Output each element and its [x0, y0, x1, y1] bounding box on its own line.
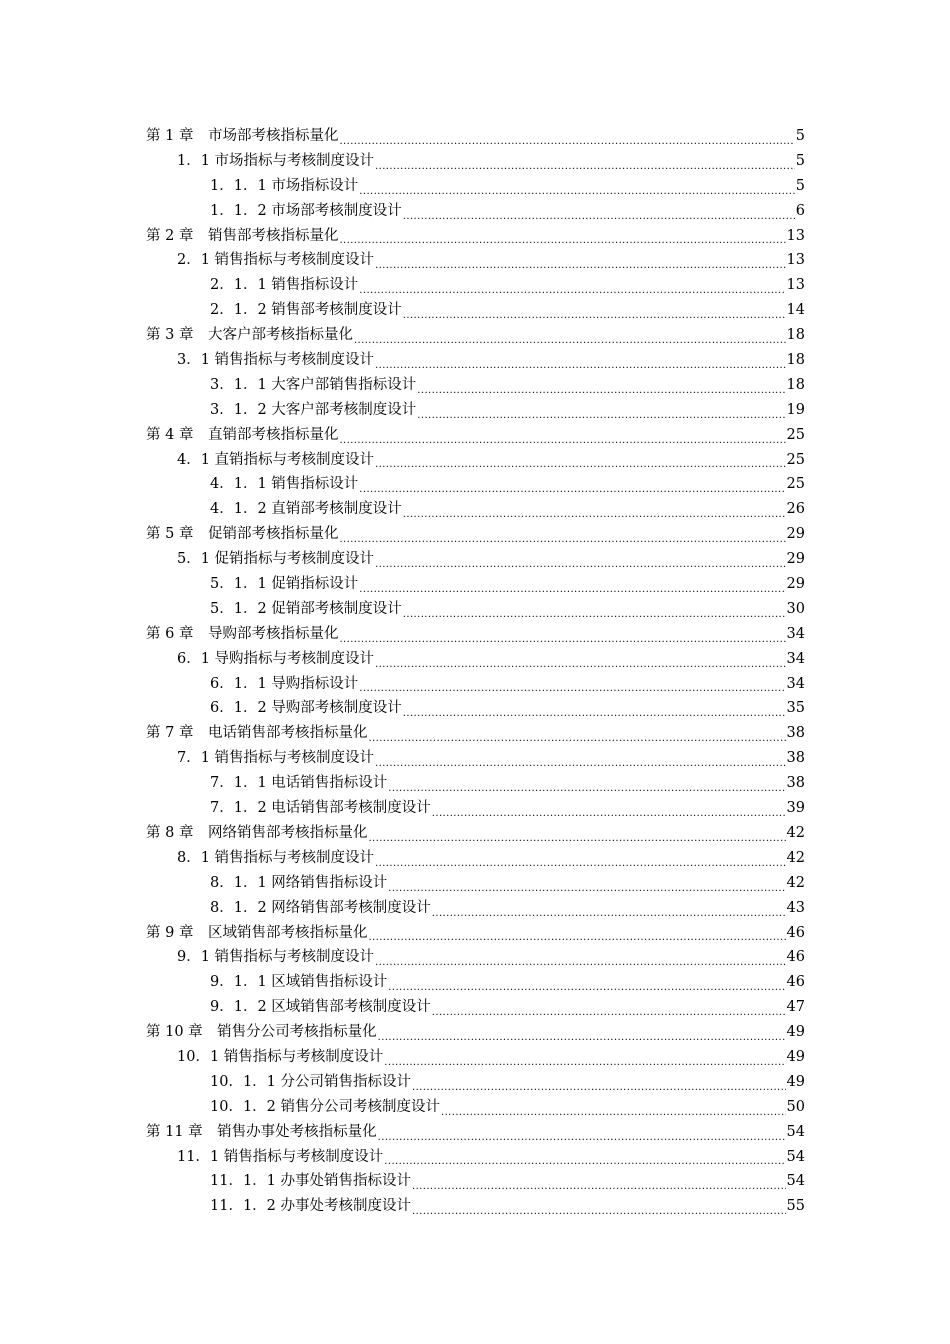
toc-subsection-entry[interactable] [0, 472, 950, 497]
toc-chapter-entry[interactable] [0, 522, 950, 547]
toc-dot-leader [368, 821, 785, 846]
toc-dot-leader [432, 796, 786, 821]
toc-dot-leader [403, 298, 786, 323]
toc-dot-leader [375, 149, 795, 174]
toc-dot-leader [388, 771, 785, 796]
toc-page-number: 18 [786, 376, 805, 393]
toc-section-entry[interactable] [0, 248, 950, 273]
toc-dot-leader [375, 448, 785, 473]
toc-page-number: 26 [786, 501, 805, 518]
toc-chapter-entry[interactable] [0, 323, 950, 348]
toc-entry-title: 第 10 章 销售分公司考核指标量化 [146, 1024, 377, 1041]
toc-page-number: 34 [786, 675, 805, 692]
toc-entry-title: 11．1．1 办事处销售指标设计 [210, 1173, 412, 1190]
toc-subsection-entry[interactable] [0, 1070, 950, 1095]
toc-entry-title: 第 4 章 直销部考核指标量化 [146, 426, 339, 443]
toc-page-number: 54 [786, 1173, 805, 1190]
toc-dot-leader [432, 896, 786, 921]
toc-chapter-entry[interactable] [0, 921, 950, 946]
toc-page-number: 42 [786, 874, 805, 891]
toc-page-number: 13 [786, 277, 805, 294]
toc-chapter-entry[interactable] [0, 423, 950, 448]
toc-chapter-entry[interactable] [0, 1020, 950, 1045]
toc-dot-leader [375, 547, 785, 572]
toc-dot-leader [359, 273, 785, 298]
toc-dot-leader [417, 398, 785, 423]
toc-section-entry[interactable] [0, 1145, 950, 1170]
toc-chapter-entry[interactable] [0, 721, 950, 746]
toc-entry-title: 6．1．2 导购部考核制度设计 [210, 700, 402, 717]
toc-entry-title: 第 11 章 销售办事处考核指标量化 [146, 1123, 377, 1140]
toc-page-number: 30 [786, 600, 805, 617]
toc-entry-title: 第 9 章 区域销售部考核指标量化 [146, 924, 368, 941]
toc-dot-leader [378, 1020, 786, 1045]
toc-subsection-entry[interactable] [0, 696, 950, 721]
toc-chapter-entry[interactable] [0, 124, 950, 149]
toc-entry-title: 5．1 促销指标与考核制度设计 [177, 551, 375, 568]
toc-page-number: 38 [786, 725, 805, 742]
toc-page-number: 49 [786, 1073, 805, 1090]
toc-entry-title: 1．1 市场指标与考核制度设计 [177, 152, 375, 169]
toc-page-number: 18 [786, 352, 805, 369]
toc-dot-leader [339, 522, 785, 547]
toc-entry-title: 1．1．2 市场部考核制度设计 [210, 202, 402, 219]
toc-page-number: 46 [786, 924, 805, 941]
toc-dot-leader [359, 572, 785, 597]
toc-page-number: 29 [786, 576, 805, 593]
toc-page-number: 49 [786, 1048, 805, 1065]
toc-subsection-entry[interactable] [0, 373, 950, 398]
toc-entry-title: 2．1．2 销售部考核制度设计 [210, 302, 402, 319]
toc-section-entry[interactable] [0, 448, 950, 473]
toc-entry-title: 第 3 章 大客户部考核指标量化 [146, 327, 353, 344]
toc-page-number: 54 [786, 1123, 805, 1140]
toc-entry-title: 11．1 销售指标与考核制度设计 [177, 1148, 384, 1165]
toc-entry-title: 1．1．1 市场指标设计 [210, 177, 359, 194]
toc-dot-leader [354, 323, 786, 348]
toc-subsection-entry[interactable] [0, 572, 950, 597]
toc-page-number: 5 [795, 152, 805, 169]
toc-page-number: 42 [786, 849, 805, 866]
toc-dot-leader [403, 199, 795, 224]
toc-dot-leader [412, 1194, 786, 1219]
toc-subsection-entry[interactable] [0, 896, 950, 921]
toc-dot-leader [375, 348, 785, 373]
toc-entry-title: 第 2 章 销售部考核指标量化 [146, 227, 339, 244]
toc-page-number: 25 [786, 426, 805, 443]
toc-section-entry[interactable] [0, 1045, 950, 1070]
toc-entry-title: 5．1．1 促销指标设计 [210, 576, 359, 593]
toc-chapter-entry[interactable] [0, 224, 950, 249]
toc-subsection-entry[interactable] [0, 398, 950, 423]
toc-page-number: 19 [786, 401, 805, 418]
toc-entry-title: 第 6 章 导购部考核指标量化 [146, 625, 339, 642]
toc-page-number: 50 [786, 1098, 805, 1115]
toc-page-number: 49 [786, 1024, 805, 1041]
toc-subsection-entry[interactable] [0, 174, 950, 199]
toc-subsection-entry[interactable] [0, 1095, 950, 1120]
toc-entry-title: 3．1 销售指标与考核制度设计 [177, 352, 375, 369]
toc-page-number: 43 [786, 899, 805, 916]
toc-dot-leader [432, 995, 786, 1020]
toc-page-number: 39 [786, 800, 805, 817]
toc-subsection-entry[interactable] [0, 1194, 950, 1219]
toc-subsection-entry[interactable] [0, 771, 950, 796]
toc-section-entry[interactable] [0, 647, 950, 672]
toc-dot-leader [339, 622, 785, 647]
toc-section-entry[interactable] [0, 746, 950, 771]
toc-page-number: 13 [786, 227, 805, 244]
toc-subsection-entry[interactable] [0, 597, 950, 622]
toc-page-number: 6 [795, 202, 805, 219]
toc-page-number: 13 [786, 252, 805, 269]
toc-section-entry[interactable] [0, 547, 950, 572]
toc-subsection-entry[interactable] [0, 199, 950, 224]
toc-entry-title: 3．1．1 大客户部销售指标设计 [210, 376, 417, 393]
toc-subsection-entry[interactable] [0, 871, 950, 896]
toc-entry-title: 第 5 章 促销部考核指标量化 [146, 526, 339, 543]
toc-page-number: 42 [786, 824, 805, 841]
toc-page-number: 38 [786, 775, 805, 792]
toc-page-number: 38 [786, 750, 805, 767]
toc-section-entry[interactable] [0, 348, 950, 373]
toc-page-number: 54 [786, 1148, 805, 1165]
toc-entry-title: 7．1 销售指标与考核制度设计 [177, 750, 375, 767]
toc-dot-leader [368, 921, 785, 946]
toc-page-number: 14 [786, 302, 805, 319]
toc-entry-title: 7．1．2 电话销售部考核制度设计 [210, 800, 431, 817]
table-of-contents [0, 124, 950, 1219]
toc-dot-leader [359, 174, 794, 199]
toc-dot-leader [388, 871, 785, 896]
toc-page-number: 34 [786, 650, 805, 667]
toc-dot-leader [339, 224, 785, 249]
toc-entry-title: 4．1．2 直销部考核制度设计 [210, 501, 402, 518]
toc-page-number: 46 [786, 974, 805, 991]
toc-page-number: 46 [786, 949, 805, 966]
toc-section-entry[interactable] [0, 945, 950, 970]
toc-dot-leader [375, 647, 785, 672]
toc-chapter-entry[interactable] [0, 821, 950, 846]
toc-entry-title: 4．1．1 销售指标设计 [210, 476, 359, 493]
toc-subsection-entry[interactable] [0, 970, 950, 995]
toc-subsection-entry[interactable] [0, 273, 950, 298]
toc-entry-title: 2．1 销售指标与考核制度设计 [177, 252, 375, 269]
toc-dot-leader [412, 1070, 786, 1095]
toc-entry-title: 第 1 章 市场部考核指标量化 [146, 128, 339, 144]
toc-dot-leader [378, 1120, 786, 1145]
toc-dot-leader [359, 672, 785, 697]
toc-entry-title: 6．1 导购指标与考核制度设计 [177, 650, 375, 667]
toc-entry-title: 10．1．1 分公司销售指标设计 [210, 1073, 412, 1090]
toc-entry-title: 第 7 章 电话销售部考核指标量化 [146, 725, 368, 742]
toc-page-number: 34 [786, 625, 805, 642]
toc-dot-leader [339, 124, 794, 149]
toc-entry-title: 8．1．2 网络销售部考核制度设计 [210, 899, 431, 916]
toc-dot-leader [368, 721, 785, 746]
toc-entry-title: 3．1．2 大客户部考核制度设计 [210, 401, 417, 418]
toc-dot-leader [375, 746, 785, 771]
toc-subsection-entry[interactable] [0, 672, 950, 697]
toc-subsection-entry[interactable] [0, 995, 950, 1020]
toc-dot-leader [375, 945, 785, 970]
toc-entry-title: 4．1 直销指标与考核制度设计 [177, 451, 375, 468]
toc-page-number: 29 [786, 551, 805, 568]
toc-subsection-entry[interactable] [0, 497, 950, 522]
toc-page-number: 5 [795, 177, 805, 194]
toc-dot-leader [339, 423, 785, 448]
toc-page-number: 35 [786, 700, 805, 717]
toc-entry-title: 9．1．1 区域销售指标设计 [210, 974, 388, 991]
toc-dot-leader [441, 1095, 786, 1120]
toc-page-number: 5 [795, 128, 805, 144]
toc-page-number: 25 [786, 476, 805, 493]
toc-dot-leader [417, 373, 785, 398]
toc-entry-title: 5．1．2 促销部考核制度设计 [210, 600, 402, 617]
toc-section-entry[interactable] [0, 149, 950, 174]
toc-subsection-entry[interactable] [0, 298, 950, 323]
toc-page-number: 55 [786, 1198, 805, 1215]
toc-entry-title: 7．1．1 电话销售指标设计 [210, 775, 388, 792]
toc-dot-leader [375, 846, 785, 871]
toc-entry-title: 6．1．1 导购指标设计 [210, 675, 359, 692]
toc-entry-title: 10．1．2 销售分公司考核制度设计 [210, 1098, 441, 1115]
toc-entry-title: 第 8 章 网络销售部考核指标量化 [146, 824, 368, 841]
toc-entry-title: 11．1．2 办事处考核制度设计 [210, 1198, 412, 1215]
toc-subsection-entry[interactable] [0, 1169, 950, 1194]
toc-dot-leader [388, 970, 785, 995]
toc-entry-title: 9．1．2 区域销售部考核制度设计 [210, 999, 431, 1016]
toc-dot-leader [384, 1045, 785, 1070]
toc-dot-leader [403, 497, 786, 522]
toc-subsection-entry[interactable] [0, 796, 950, 821]
toc-dot-leader [384, 1145, 785, 1170]
toc-section-entry[interactable] [0, 846, 950, 871]
toc-page-number: 18 [786, 327, 805, 344]
toc-page-number: 29 [786, 526, 805, 543]
toc-entry-title: 8．1 销售指标与考核制度设计 [177, 849, 375, 866]
toc-entry-title: 8．1．1 网络销售指标设计 [210, 874, 388, 891]
toc-page-number: 47 [786, 999, 805, 1016]
toc-dot-leader [359, 472, 785, 497]
toc-dot-leader [375, 248, 785, 273]
toc-page-number: 25 [786, 451, 805, 468]
toc-chapter-entry[interactable] [0, 622, 950, 647]
toc-dot-leader [403, 597, 786, 622]
toc-entry-title: 2．1．1 销售指标设计 [210, 277, 359, 294]
toc-dot-leader [412, 1169, 786, 1194]
toc-entry-title: 10．1 销售指标与考核制度设计 [177, 1048, 384, 1065]
toc-entry-title: 9．1 销售指标与考核制度设计 [177, 949, 375, 966]
toc-chapter-entry[interactable] [0, 1120, 950, 1145]
toc-dot-leader [403, 696, 786, 721]
